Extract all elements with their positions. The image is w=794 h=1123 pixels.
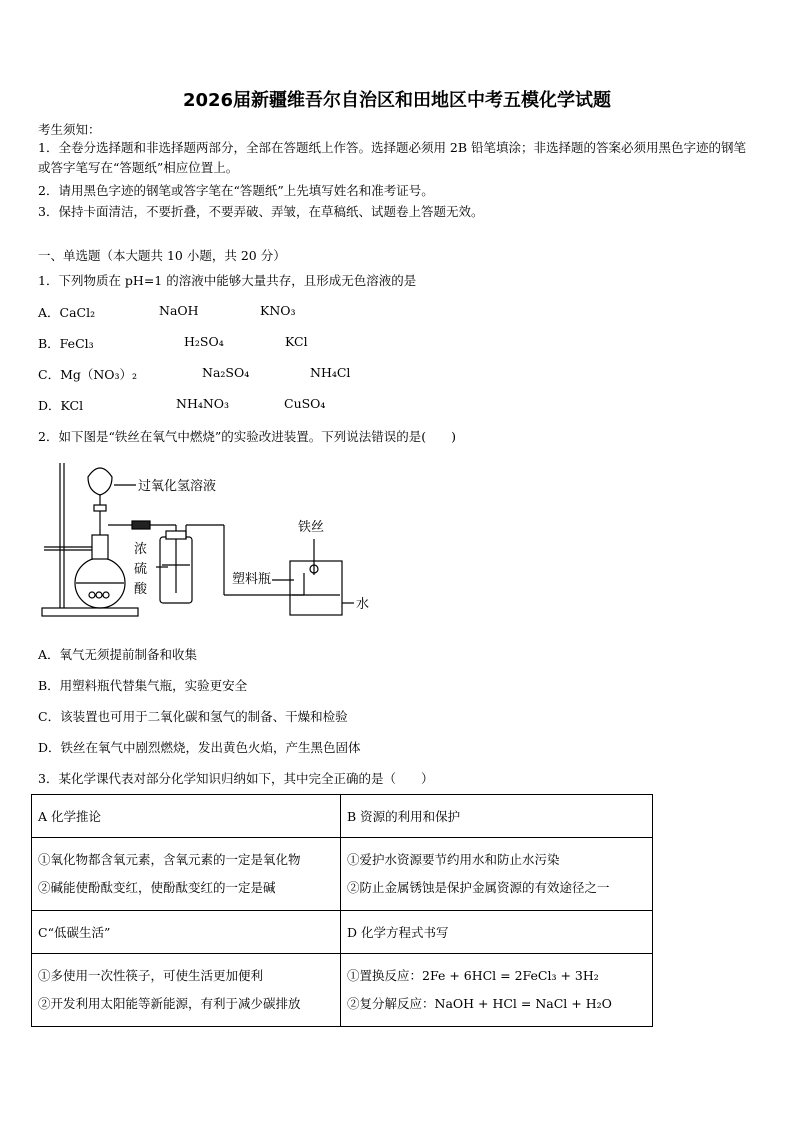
q1-b-c2: H₂SO₄ [184,334,224,349]
q1-b-c1: B．FeCl₃ [38,336,94,351]
q2-option-b: B．用塑料瓶代替集气瓶，实验更安全 [38,678,248,693]
q3-table [31,794,653,1027]
label-acid-1: 浓 [134,542,148,557]
label-acid-2: 硫 [134,562,148,577]
cell-c-body [32,954,341,1027]
cell-b-head: B 资源的利用和保护 [341,795,653,838]
label-water: 水 [356,597,370,612]
q1-a-c1: A．CaCl₂ [38,305,96,320]
notice-heading: 考生须知： [38,122,101,137]
section-heading: 一、单选题（本大题共 10 小题，共 20 分） [38,248,286,263]
cell-c-line-2: ②开发利用太阳能等新能源，有利于减少碳排放 [38,996,301,1011]
table-row [32,911,653,954]
cell-d-head: D 化学方程式书写 [341,911,653,954]
q2-option-c: C．该装置也可用于二氧化碳和氢气的制备、干燥和检验 [38,709,348,724]
label-acid-3: 酸 [134,582,148,597]
q2-option-a: A．氧气无须提前制备和收集 [38,647,198,662]
page-title: 2026届新疆维吾尔自治区和田地区中考五模化学试题 [182,90,612,111]
cell-c-head: C“低碳生活” [32,911,341,954]
cell-d-body [341,954,653,1027]
q1-d-c3: CuSO₄ [284,396,326,411]
notice-item-1: 1．全卷分选择题和非选择题两部分，全部在答题纸上作答。选择题必须用 2B 铅笔填涂；非选择题的答案必须用黑色字迹的钢笔或答字笔写在“答题纸”相应位置上。 [38,140,747,175]
q1-c-c2: Na₂SO₄ [202,365,250,380]
cell-d-line-2: ②复分解反应：NaOH + HCl = NaCl + H₂O [347,996,612,1011]
cell-a-head: A 化学推论 [32,795,341,838]
cell-d-line-1: ①置换反应：2Fe + 6HCl = 2FeCl₃ + 3H₂ [347,968,599,983]
label-h2o2: 过氧化氢溶液 [138,479,217,494]
q1-a-c2: NaOH [159,303,199,318]
q1-c-c1: C．Mg（NO₃）₂ [38,367,138,382]
cell-b-body [341,838,653,911]
q1-stem: 1．下列物质在 pH=1 的溶液中能够大量共存，且形成无色溶液的是 [38,273,417,288]
q2-option-d: D．铁丝在氧气中剧烈燃烧，发出黄色火焰，产生黑色固体 [38,740,361,755]
label-iron-wire: 铁丝 [298,520,325,535]
q1-c-c3: NH₄Cl [310,365,351,380]
experiment-apparatus-diagram [36,455,376,635]
table-row [32,795,653,838]
cell-a-line-2: ②碱能使酚酞变红，使酚酞变红的一定是碱 [38,880,276,895]
q1-a-c3: KNO₃ [260,303,296,318]
q2-stem: 2．如下图是“铁丝在氧气中燃烧”的实验改进装置。下列说法错误的是( ) [38,429,456,444]
q1-d-c1: D．KCl [38,398,84,413]
cell-a-line-1: ①氧化物都含氧元素，含氧元素的一定是氧化物 [38,852,301,867]
q1-b-c3: KCl [285,334,308,349]
cell-c-line-1: ①多使用一次性筷子，可使生活更加便利 [38,968,264,983]
cell-b-line-1: ①爱护水资源要节约用水和防止水污染 [347,852,560,867]
q1-d-c2: NH₄NO₃ [176,396,230,411]
table-row [32,954,653,1027]
label-plastic-bottle: 塑料瓶 [232,572,272,587]
q3-stem: 3．某化学课代表对部分化学知识归纳如下，其中完全正确的是（ ） [38,771,434,786]
cell-a-body [32,838,341,911]
notice-item-3: 3．保持卡面清洁，不要折叠，不要弄破、弄皱，在草稿纸、试题卷上答题无效。 [38,204,484,219]
notice-item-2: 2．请用黑色字迹的钢笔或答字笔在“答题纸”上先填写姓名和准考证号。 [38,183,434,198]
cell-b-line-2: ②防止金属锈蚀是保护金属资源的有效途径之一 [347,880,610,895]
table-row [32,838,653,911]
